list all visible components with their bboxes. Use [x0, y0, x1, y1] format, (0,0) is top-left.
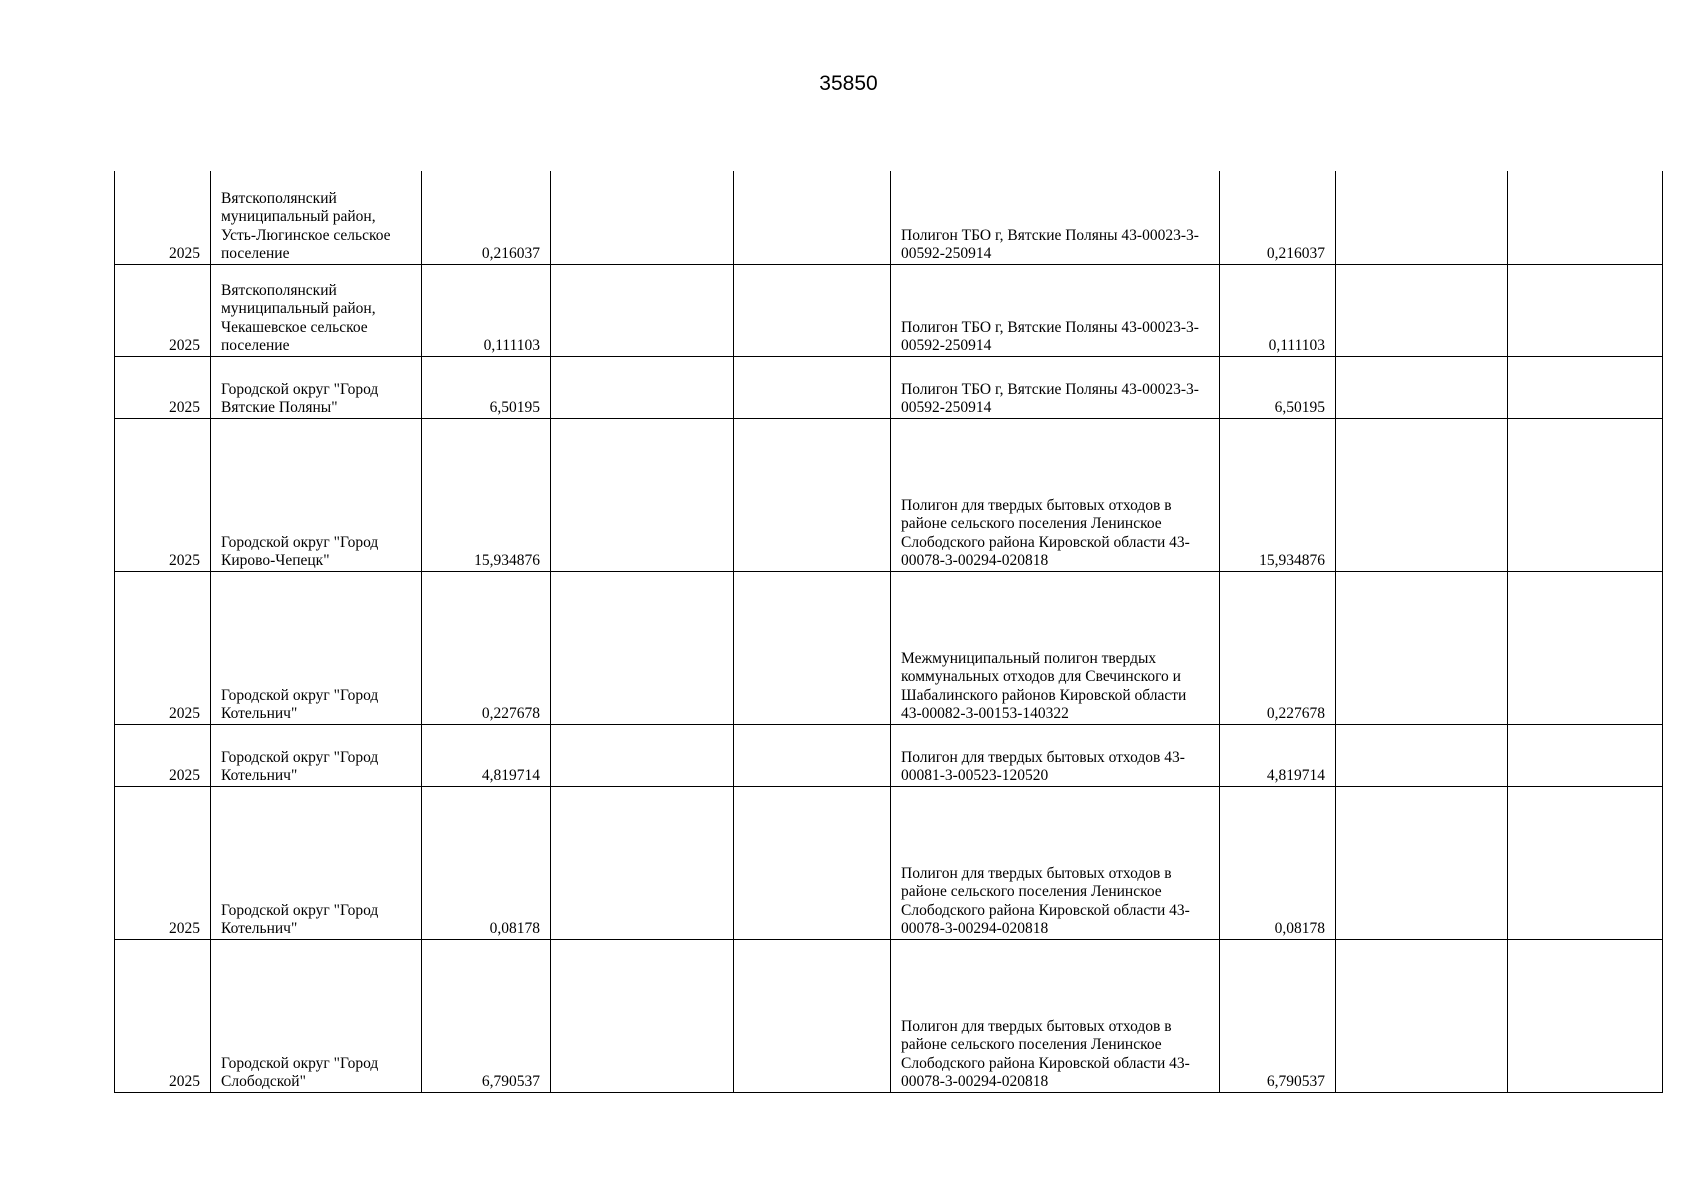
empty-cell: [551, 356, 734, 418]
volume-cell: 15,934876: [422, 418, 551, 571]
empty-cell: [551, 418, 734, 571]
table-row: [115, 264, 1663, 356]
year-cell: 2025: [115, 356, 211, 418]
facility-volume-cell: 0,111103: [1220, 264, 1336, 356]
empty-cell: [734, 724, 891, 786]
municipality-cell: Городской округ "Город Котельнич": [211, 571, 422, 724]
year-cell: 2025: [115, 939, 211, 1092]
table-row: [115, 571, 1663, 724]
facility-cell: Полигон для твердых бытовых отходов 43-00081-3-00523-120520: [891, 724, 1220, 786]
volume-cell: 0,227678: [422, 571, 551, 724]
facility-cell: Полигон для твердых бытовых отходов в районе сельского поселения Ленинское Слободского района Кировской области 43-00078-3-00294-020818: [891, 786, 1220, 939]
empty-cell: [1508, 264, 1663, 356]
year-cell: 2025: [115, 571, 211, 724]
empty-cell: [551, 264, 734, 356]
facility-volume-cell: 6,50195: [1220, 356, 1336, 418]
empty-cell: [551, 939, 734, 1092]
facility-cell: Полигон ТБО г, Вятские Поляны 43-00023-3-00592-250914: [891, 264, 1220, 356]
empty-cell: [1336, 939, 1508, 1092]
empty-cell: [1336, 418, 1508, 571]
empty-cell: [734, 171, 891, 264]
facility-cell: Полигон ТБО г, Вятские Поляны 43-00023-3-00592-250914: [891, 171, 1220, 264]
empty-cell: [551, 724, 734, 786]
facility-cell: Полигон ТБО г, Вятские Поляны 43-00023-3-00592-250914: [891, 356, 1220, 418]
empty-cell: [734, 418, 891, 571]
volume-cell: 6,790537: [422, 939, 551, 1092]
empty-cell: [551, 171, 734, 264]
year-cell: 2025: [115, 786, 211, 939]
empty-cell: [1508, 571, 1663, 724]
table-row: [115, 171, 1663, 264]
empty-cell: [734, 571, 891, 724]
facility-volume-cell: 6,790537: [1220, 939, 1336, 1092]
empty-cell: [1508, 418, 1663, 571]
empty-cell: [1336, 356, 1508, 418]
table-row: [115, 786, 1663, 939]
facility-cell: Межмуниципальный полигон твердых коммунальных отходов для Свечинского и Шабалинского районов Кировской области 43-00082-3-00153-140322: [891, 571, 1220, 724]
volume-cell: 0,216037: [422, 171, 551, 264]
empty-cell: [1336, 786, 1508, 939]
empty-cell: [1508, 786, 1663, 939]
municipality-cell: Городской округ "Город Слободской": [211, 939, 422, 1092]
facility-cell: Полигон для твердых бытовых отходов в районе сельского поселения Ленинское Слободского района Кировской области 43-00078-3-00294-020818: [891, 939, 1220, 1092]
table-row: [115, 939, 1663, 1092]
volume-cell: 6,50195: [422, 356, 551, 418]
empty-cell: [734, 786, 891, 939]
year-cell: 2025: [115, 171, 211, 264]
empty-cell: [1336, 171, 1508, 264]
facility-volume-cell: 15,934876: [1220, 418, 1336, 571]
empty-cell: [734, 939, 891, 1092]
empty-cell: [551, 786, 734, 939]
empty-cell: [1336, 571, 1508, 724]
empty-cell: [1508, 724, 1663, 786]
year-cell: 2025: [115, 724, 211, 786]
volume-cell: 0,08178: [422, 786, 551, 939]
empty-cell: [1336, 724, 1508, 786]
municipality-cell: Вятскополянский муниципальный район, Усть-Люгинское сельское поселение: [211, 171, 422, 264]
municipality-cell: Городской округ "Город Вятские Поляны": [211, 356, 422, 418]
empty-cell: [1508, 171, 1663, 264]
empty-cell: [1508, 356, 1663, 418]
municipality-cell: Вятскополянский муниципальный район, Чекашевское сельское поселение: [211, 264, 422, 356]
table-row: [115, 724, 1663, 786]
table-row: [115, 418, 1663, 571]
facility-cell: Полигон для твердых бытовых отходов в районе сельского поселения Ленинское Слободского района Кировской области 43-00078-3-00294-020818: [891, 418, 1220, 571]
page-number: 35850: [819, 72, 878, 95]
empty-cell: [1508, 939, 1663, 1092]
facility-volume-cell: 0,08178: [1220, 786, 1336, 939]
volume-cell: 0,111103: [422, 264, 551, 356]
year-cell: 2025: [115, 418, 211, 571]
municipality-cell: Городской округ "Город Котельнич": [211, 724, 422, 786]
facility-volume-cell: 4,819714: [1220, 724, 1336, 786]
municipality-cell: Городской округ "Город Котельнич": [211, 786, 422, 939]
facility-volume-cell: 0,216037: [1220, 171, 1336, 264]
waste-flow-table: [114, 171, 1663, 1093]
municipality-cell: Городской округ "Город Кирово-Чепецк": [211, 418, 422, 571]
empty-cell: [734, 356, 891, 418]
volume-cell: 4,819714: [422, 724, 551, 786]
empty-cell: [1336, 264, 1508, 356]
empty-cell: [551, 571, 734, 724]
year-cell: 2025: [115, 264, 211, 356]
empty-cell: [734, 264, 891, 356]
table-row: [115, 356, 1663, 418]
facility-volume-cell: 0,227678: [1220, 571, 1336, 724]
